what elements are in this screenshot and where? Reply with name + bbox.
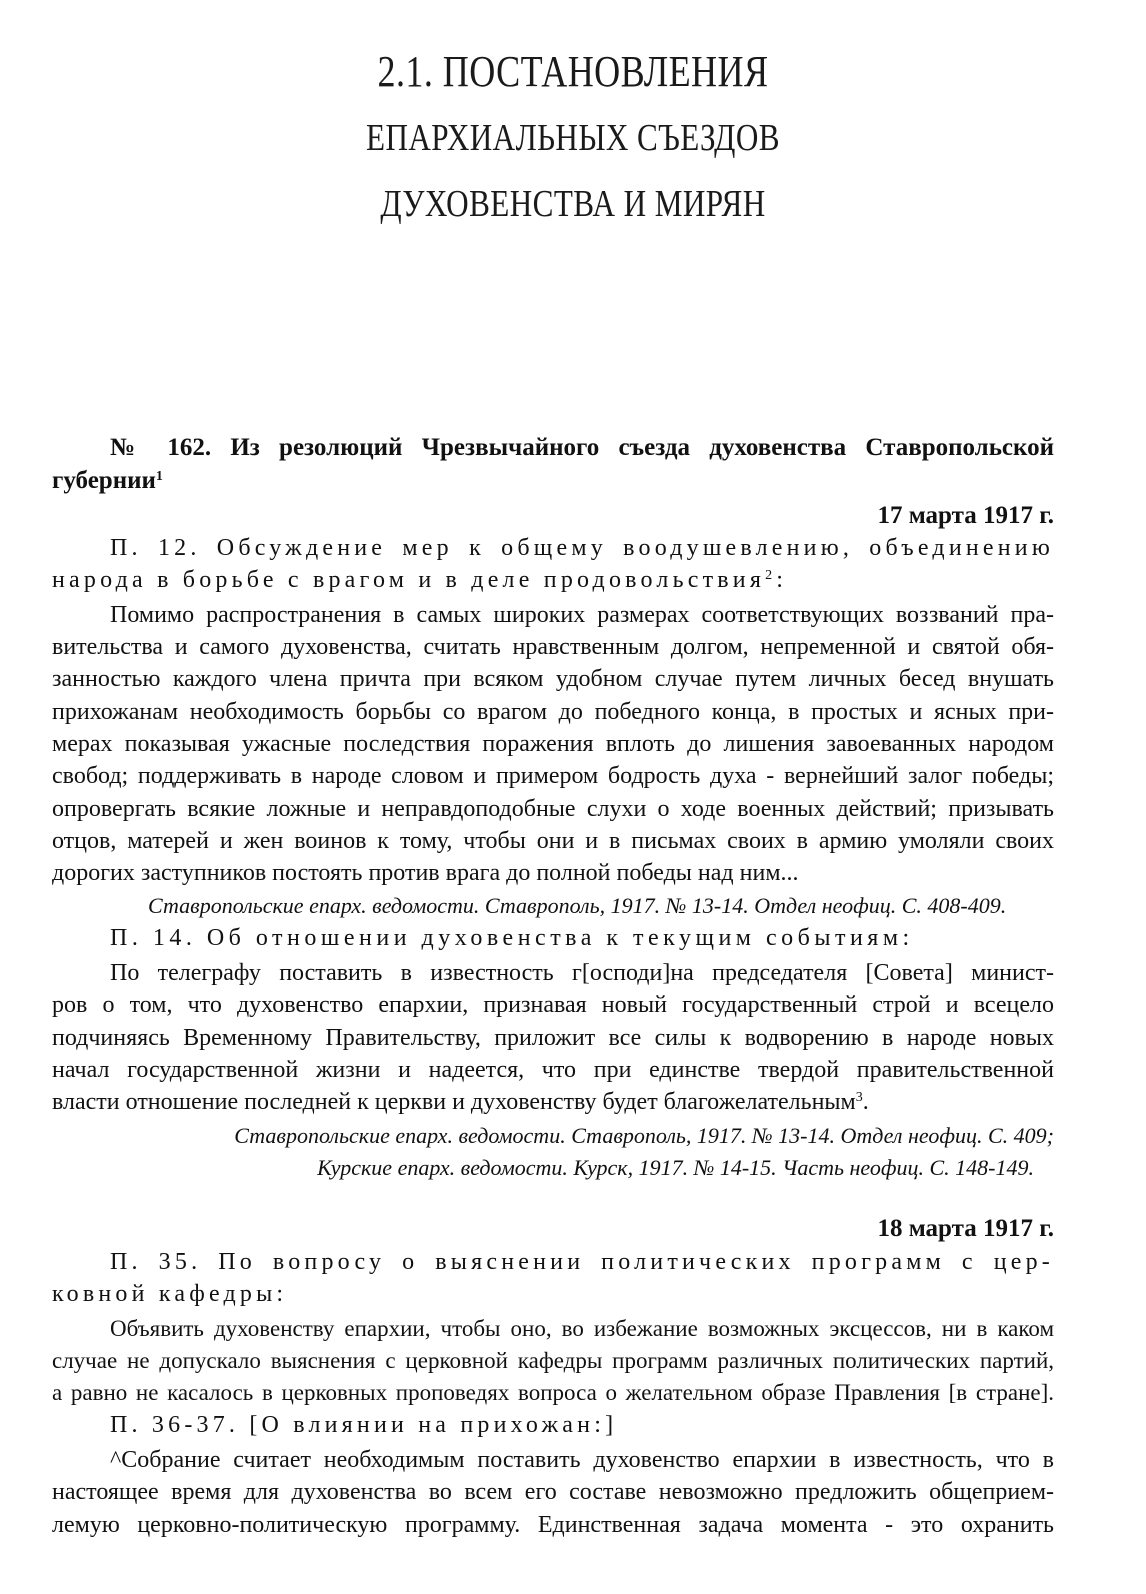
footnote-ref-2: 2	[765, 568, 777, 583]
p14-source-citation-1: Ставропольские епарх. ведомости. Ставрополь, 1917. № 13-14. Отдел неофиц. С. 409;	[234, 1123, 1054, 1148]
p14-body-line: начал государственной жизни и надеется, что при единстве твердой правительственной	[52, 1057, 1054, 1083]
p12-body-line: прихожанам необходимость борьбы со врагом до победного конца, в простых и ясных при-	[52, 699, 1054, 725]
p12-body-line: отцов, матерей и жен воинов к тому, чтобы они и в письмах своих в армию умоляли своих	[52, 828, 1054, 854]
p14-source-citation-2: Курские епарх. ведомости. Курск, 1917. № 14-15. Часть неофиц. С. 148-149.	[317, 1155, 1034, 1180]
p12-body-line: дорогих заступников постоять против врага до полной победы над ним...	[52, 860, 799, 886]
p35-heading-line-2: ковной кафедры:	[52, 1281, 288, 1307]
document-title-line-1: № 162. Из резолюций Чрезвычайного съезда духовенства Ставропольской	[110, 434, 1054, 461]
date-18-march: 18 марта 1917 г.	[877, 1215, 1054, 1242]
p12-body-line: мерах показывая ужасные последствия поражения вплоть до лишения завоеванных народом	[52, 731, 1054, 757]
p12-body-line: занностью каждого члена причта при всяком удобном случае путем личных бесед внушать	[52, 666, 1054, 692]
p14-body-line: По телеграфу поставить в известность г[осподи]на председателя [Совета] минист-	[110, 960, 1054, 986]
p12-heading-colon: :	[776, 567, 788, 593]
p14-heading: П. 14. Об отношении духовенства к текущим событиям:	[110, 925, 914, 951]
date-17-march: 17 марта 1917 г.	[877, 502, 1054, 529]
p14-body-line: ров о том, что духовенство епархии, признавая новый государственный строй и всецело	[52, 992, 1054, 1018]
p36-body-line: ^Собрание считает необходимым поставить духовенство епархии в известность, что в	[110, 1447, 1054, 1473]
p14-body-end: .	[862, 1089, 869, 1115]
p35-body-line: Объявить духовенству епархии, чтобы оно, во избежание возможных эксцессов, ни в каком	[110, 1316, 1054, 1341]
p14-body-last-line	[52, 1087, 869, 1117]
p14-body-line: подчиняясь Временному Правительству, приложит все силы к водворению в народе новых	[52, 1025, 1054, 1051]
p12-body-line: опровергать всякие ложные и неправдоподобные слухи о ходе военных действий; призывать	[52, 796, 1054, 822]
chapter-heading-line-2: ЕПАРХИАЛЬНЫХ СЪЕЗДОВ	[366, 117, 780, 159]
p35-body-line: случае не допускало выяснения с церковной кафедры программ различных политических партий,	[52, 1348, 1054, 1373]
p36-heading: П. 36-37. [О влиянии на прихожан:]	[110, 1412, 618, 1438]
document-title-text: губернии	[52, 467, 156, 494]
p12-heading-text: народа в борьбе с врагом и в деле продовольствия	[52, 567, 766, 593]
chapter-heading-line-3: ДУХОВЕНСТВА И МИРЯН	[380, 183, 766, 225]
p35-body-line: а равно не касалось в церковных проповедях вопроса о желательном образе Правления [в стране].	[52, 1380, 1054, 1405]
p36-body-line: настоящее время для духовенства во всем его составе невозможно предложить общеприем-	[52, 1479, 1054, 1505]
footnote-ref-1: 1	[155, 469, 163, 484]
p14-body-last-text: власти отношение последней к церкви и духовенству будет благожелательным	[52, 1089, 856, 1115]
p12-source-citation: Ставропольские епарх. ведомости. Ставрополь, 1917. № 13-14. Отдел неофиц. С. 408-409.	[148, 893, 1007, 918]
p36-body-line: лемую церковно-политическую программу. Единственная задача момента - это охранить	[52, 1512, 1054, 1538]
p12-body-line: вительства и самого духовенства, считать нравственным долгом, непременной и святой обя-	[52, 634, 1054, 660]
p12-heading-line-2	[52, 565, 787, 595]
document-title-line-2	[52, 466, 163, 496]
chapter-heading-line-1: 2.1. ПОСТАНОВЛЕНИЯ	[377, 47, 769, 96]
p35-heading-line-1: П. 35. По вопросу о выяснении политических программ с цер-	[110, 1249, 1054, 1275]
p12-body-line: Помимо распространения в самых широких размерах соответствующих воззваний пра-	[110, 602, 1054, 628]
p12-heading-line-1: П. 12. Обсуждение мер к общему воодушевлению, объединению	[110, 535, 1054, 561]
p12-body-line: свобод; поддерживать в народе словом и примером бодрость духа - вернейший залог победы;	[52, 763, 1054, 789]
footnote-ref-3: 3	[855, 1090, 863, 1105]
